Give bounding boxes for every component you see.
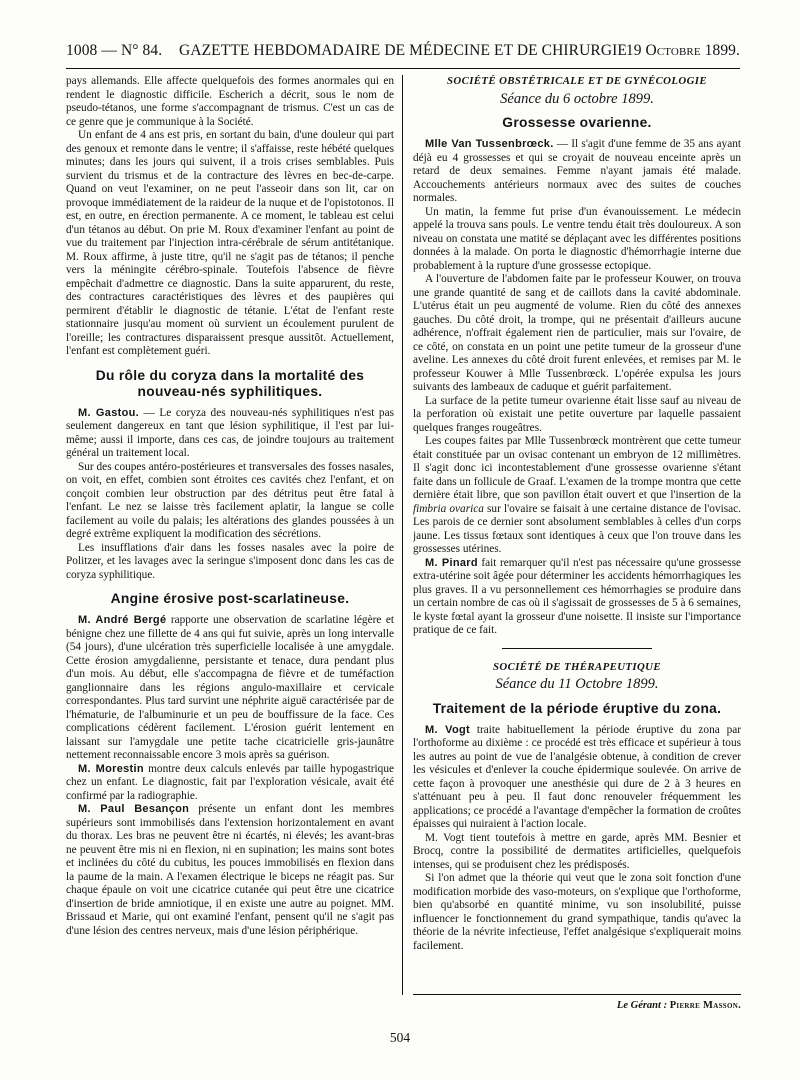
society-heading-therapeutique: SOCIÉTÉ DE THÉRAPEUTIQUE	[493, 660, 661, 673]
speaker-name: Mlle Van Tussenbrœck.	[425, 138, 554, 150]
paragraph-text: Les coupes faites par Mlle Tussenbrœck montrèrent que cette tumeur était constituée par un ovisac contenant un embryon de 12 millimètres. Il s'agit donc ici incontestablement d'une grossesse ovarienne s'étant faite dans un follicule de Graaf. L'examen de la trompe montra que cette dernière était libre, que son pavillon était ouvert et que l'insertion de la	[413, 435, 741, 501]
paragraph: La surface de la petite tumeur ovarienne était lisse sauf au niveau de la perforation où existait une petite ouverture par laquelle passaient quelques franges rougeâtres.	[413, 394, 741, 434]
speaker-name: M. André Bergé	[78, 614, 167, 626]
article-title-zona: Traitement de la période éruptive du zona.	[432, 700, 722, 716]
column-divider	[402, 75, 403, 995]
article-title-angine: Angine érosive post-scarlatineuse.	[110, 591, 350, 606]
header-rule	[66, 68, 740, 69]
article-title-coryza: Du rôle du coryza dans la mortalité des nouveau-nés syphilitiques.	[95, 367, 365, 399]
section-separator	[502, 648, 652, 649]
date-day: 19	[625, 42, 642, 59]
speaker-name: M. Pinard	[425, 556, 478, 569]
paragraph: Si l'on admet que la théorie qui veut que le zona soit fonction d'une modification morbide des vaso-moteurs, on s'explique que l'orthoforme, bien qu'absorbé en quantité minime, vu son insolubilité, puisse influencer le fonctionnement du grand sympathique, tandis qu'avec la théorie de la névrite infectieuse, l'effet analgésique s'expliquerait moins facilement.	[413, 872, 741, 952]
paragraph-pinard	[413, 557, 741, 638]
gerant-label: Le Gérant :	[616, 1000, 668, 1011]
paragraph-text: — Le coryza des nouveau-nés syphilitiques n'est pas seulement dangereux en tant que lésion syphilitique, il l'est par lui-même; aussi il importe, dans ces cas, de joindre toujours au traitement général un traitement local.	[66, 406, 394, 459]
paragraph: pays allemands. Elle affecte quelquefois des formes anormales qui en rendent le diagnostic difficile. Escherich a décrit, sous le nom de pseudo-tétanos, une forme s'accompagnant de trismus. C'est un cas de ce genre que je communique à la Société.	[66, 75, 394, 128]
paragraph: A l'ouverture de l'abdomen faite par le professeur Kouwer, on trouva une grande quantité de sang et de caillots dans la cavité abdominale. L'utérus était un peu augmenté de volume. Rien du côté des annexes gauches. Du côté droit, la trompe, qui ne présentait d'ailleurs aucune adhérence, n'offrait également rien de particulier, mais sur l'ovaire, de ce côté, on constata en un point une petite tumeur de la grosseur d'une aveline. Les annexes du côté droit furent enlevées, et remises par M. le professeur Kouwer à Mlle Tussenbrœck. L'opérée expulsa les jours suivants des lambeaux de caduque et guérit parfaitement.	[413, 273, 741, 393]
paragraph-besancon	[66, 803, 394, 938]
paragraph: Un enfant de 4 ans est pris, en sortant du bain, d'une douleur qui part des genoux et remonte dans le ventre; il s'affaisse, reste hébété quelques minutes; dans les jours qui suivent, il a trois crises semblables. Puis survient du trismus et de la contracture des lèvres en bec-de-carpe. Quand on veut l'examiner, on ne peut l'asseoir dans son lit, car on provoque immédiatement de la raideur de la nuque et de l'opistotonos. Il est, en outre, en érection permanente. A ce moment, le tableau est celui d'un tétanos au début. On prie M. Roux d'examiner l'enfant au point de vue du traitement par l'injection intra-cérébrale de sérum antitétanique. M. Roux affirme, à juste titre, qu'il ne s'agit pas de tétanos; il penche vers la méningite cérébro-spinale. Toutefois l'absence de fièvre empêchait d'admettre ce diagnostic. Dans la suite apparurent, du reste, des contractures caractéristiques des lèvres et des paupières qui permirent d'établir le diagnostic de tétanie. L'état de l'enfant reste stationnaire jusqu'au moment où survient un écoulement purulent de l'oreille; les contractures disparaissent presque aussitôt. Actuellement, l'enfant est complètement guéri.	[66, 129, 394, 357]
paragraph-gastou	[66, 407, 394, 461]
article-title-grossesse: Grossesse ovarienne.	[502, 115, 652, 130]
gerant-signature	[413, 1000, 741, 1011]
footer-rule	[413, 994, 741, 995]
paragraph-text: montre deux calculs enlevés par taille hypogastrique chez un enfant. Le diagnostic, fait par l'exploration vésicale, avait été confirmé par la radiographie.	[66, 762, 394, 802]
issue-date	[626, 42, 740, 60]
speaker-name: M. Vogt	[425, 723, 470, 736]
speaker-name: M. Morestin	[78, 762, 144, 775]
right-column	[413, 75, 741, 1015]
speaker-name: M. Paul Besançon	[78, 803, 190, 815]
speaker-name: M. Gastou.	[78, 406, 139, 419]
seance-date: Séance du 11 Octobre 1899.	[495, 676, 659, 692]
paragraph: Sur des coupes antéro-postérieures et transversales des fosses nasales, on voit, en effet, combien sont étroites ces cavités chez l'enfant, et on conçoit combien leur obstruction par des détritus peut être fatal à l'enfant. Le nez se laisse très facilement aplatir, la langue se colle facilement au voile du palais; les altérations des glandes poussées à un degré extrême expliquent la modification des sécrétions.	[66, 460, 394, 540]
date-month: Octobre	[645, 42, 701, 59]
seance-date: Séance du 6 octobre 1899.	[500, 90, 654, 107]
paragraph: Un matin, la femme fut prise d'un évanouissement. Le médecin appelé la trouva sans pouls. Le ventre tendu était très douloureux. A son niveau on constata une matité se déplaçant avec les différentes positions données à la malade. On porta le diagnostic d'hémorrhagie interne due probablement à la rupture d'une grossesse ectopique.	[413, 205, 741, 272]
paragraph-text: rapporte une observation de scarlatine légère et bénigne chez une fillette de 4 ans qui fut suivie, après un long intervalle (54 jours), d'une ulcération très superficielle localisée à une amygdale. Cette érosion amygdalienne, persistante et tenace, dura pendant plus d'un mois. Au début, elle s'accompagna de fièvre et de tuméfaction ganglionnaire dans les régions angulo-maxillaire et cervicale correspondantes. Plus tard survint une néphrite aiguë caractérisée par de l'hématurie, de l'albuminurie et un peu de bouffissure de la face. Ces complications cédèrent facilement. L'érosion guérit lentement en laissant sur l'amygdale une petite tache cicatricielle gris-jaunâtre nettement reconnaissable encore 3 mois après sa guérison.	[66, 614, 394, 761]
paragraph-vogt	[413, 724, 741, 832]
date-year: 1899.	[704, 42, 740, 59]
paragraph-text: — Il s'agit d'une femme de 35 ans ayant déjà eu 4 grossesses et qui se croyait de nouveau enceinte après un retard de deux semaines. Femme n'ayant jamais été malade. Accouchements antérieurs normaux avec des suites de couches normales.	[413, 138, 741, 204]
paragraph-berge	[66, 614, 394, 763]
paragraph-coupes	[413, 435, 741, 557]
header-page-number: 1008 — N° 84.	[66, 42, 163, 59]
italic-term: fimbria ovarica	[413, 502, 484, 515]
paragraph-morestin	[66, 763, 394, 804]
paragraph-text: présente un enfant dont les membres supérieurs sont immobilisés dans l'extension horizontalement en avant du thorax. Les bras ne peuvent être ni écartés, ni élevés; les avant-bras ne peuvent être mis ni en flexion, ni en supination; les mains sont botes et inclinées du côté du cubitus, les pouces immobilisés en flexion dans la paume de la main. A l'examen électrique le biceps ne réagit pas. Sur chaque épaule on voit une cicatrice cutanée qui peut être une cicatrice d'insertion de bride amniotique, il en existe une autre au poignet. MM. Brissaud et Marie, qui ont examiné l'enfant, pensent qu'il ne s'agit pas d'une lésion des centres nerveux, mais d'une lésion périphérique.	[66, 803, 394, 937]
paragraph-tussenbroeck	[413, 138, 741, 206]
page-header	[66, 40, 740, 64]
paragraph: M. Vogt tient toutefois à mettre en garde, après MM. Besnier et Brocq, contre la possibilité de dermatites artificielles, quelquefois intenses, qui se produisent chez les prédisposés.	[413, 831, 741, 871]
left-column	[66, 75, 394, 1015]
page-number: 504	[389, 1030, 411, 1045]
journal-title: GAZETTE HEBDOMADAIRE DE MÉDECINE ET DE CHIRURGIE	[179, 42, 627, 59]
paragraph-text: sur l'ovaire se faisait à une certaine distance de l'ovisac. Les parois de ce dernier sont absolument semblables à celles d'un corps jaune. Les tissus fœtaux sont identiques à ceux que l'on trouve dans les grossesses utérines.	[413, 502, 741, 555]
paragraph-text: fait remarquer qu'il n'est pas nécessaire qu'une grossesse extra-utérine soit âgée pour déterminer les accidents hémorrhagiques les plus graves. Il a vu personnellement ces hémorrhagies se produire dans un certain nombre de cas où il s'agissait de grossesses de 5 à 6 semaines, le kyste fœtal ayant la grosseur d'une noisette. Il insiste sur l'importance pratique de ce fait.	[413, 556, 741, 636]
gerant-name: Pierre Masson.	[669, 1000, 741, 1011]
society-heading-obstetricale: SOCIÉTÉ OBSTÉTRICALE ET DE GYNÉCOLOGIE	[447, 75, 707, 87]
paragraph-text: traite habituellement la période éruptive du zona par l'orthoforme au dixième : ce procédé est très efficace et supérieur à tous les autres au point de vue de l'analgésie obtenue, à condition de crever les vésicules et d'enlever la couche épidermique soulevée. On arrive de cette façon à provoquer une anesthésie qui dure de 2 à 3 heures en s'atténuant peu à peu. Il faut donc renouveler fréquemment les applications; ce procédé a l'avantage d'empêcher la formation de croûtes épaisses qui nuiraient à l'action locale.	[413, 723, 741, 830]
paragraph: Les insufflations d'air dans les fosses nasales avec la poire de Politzer, et les lavages avec la seringue s'imposent donc dans les cas de coryza syphilitique.	[66, 541, 394, 581]
